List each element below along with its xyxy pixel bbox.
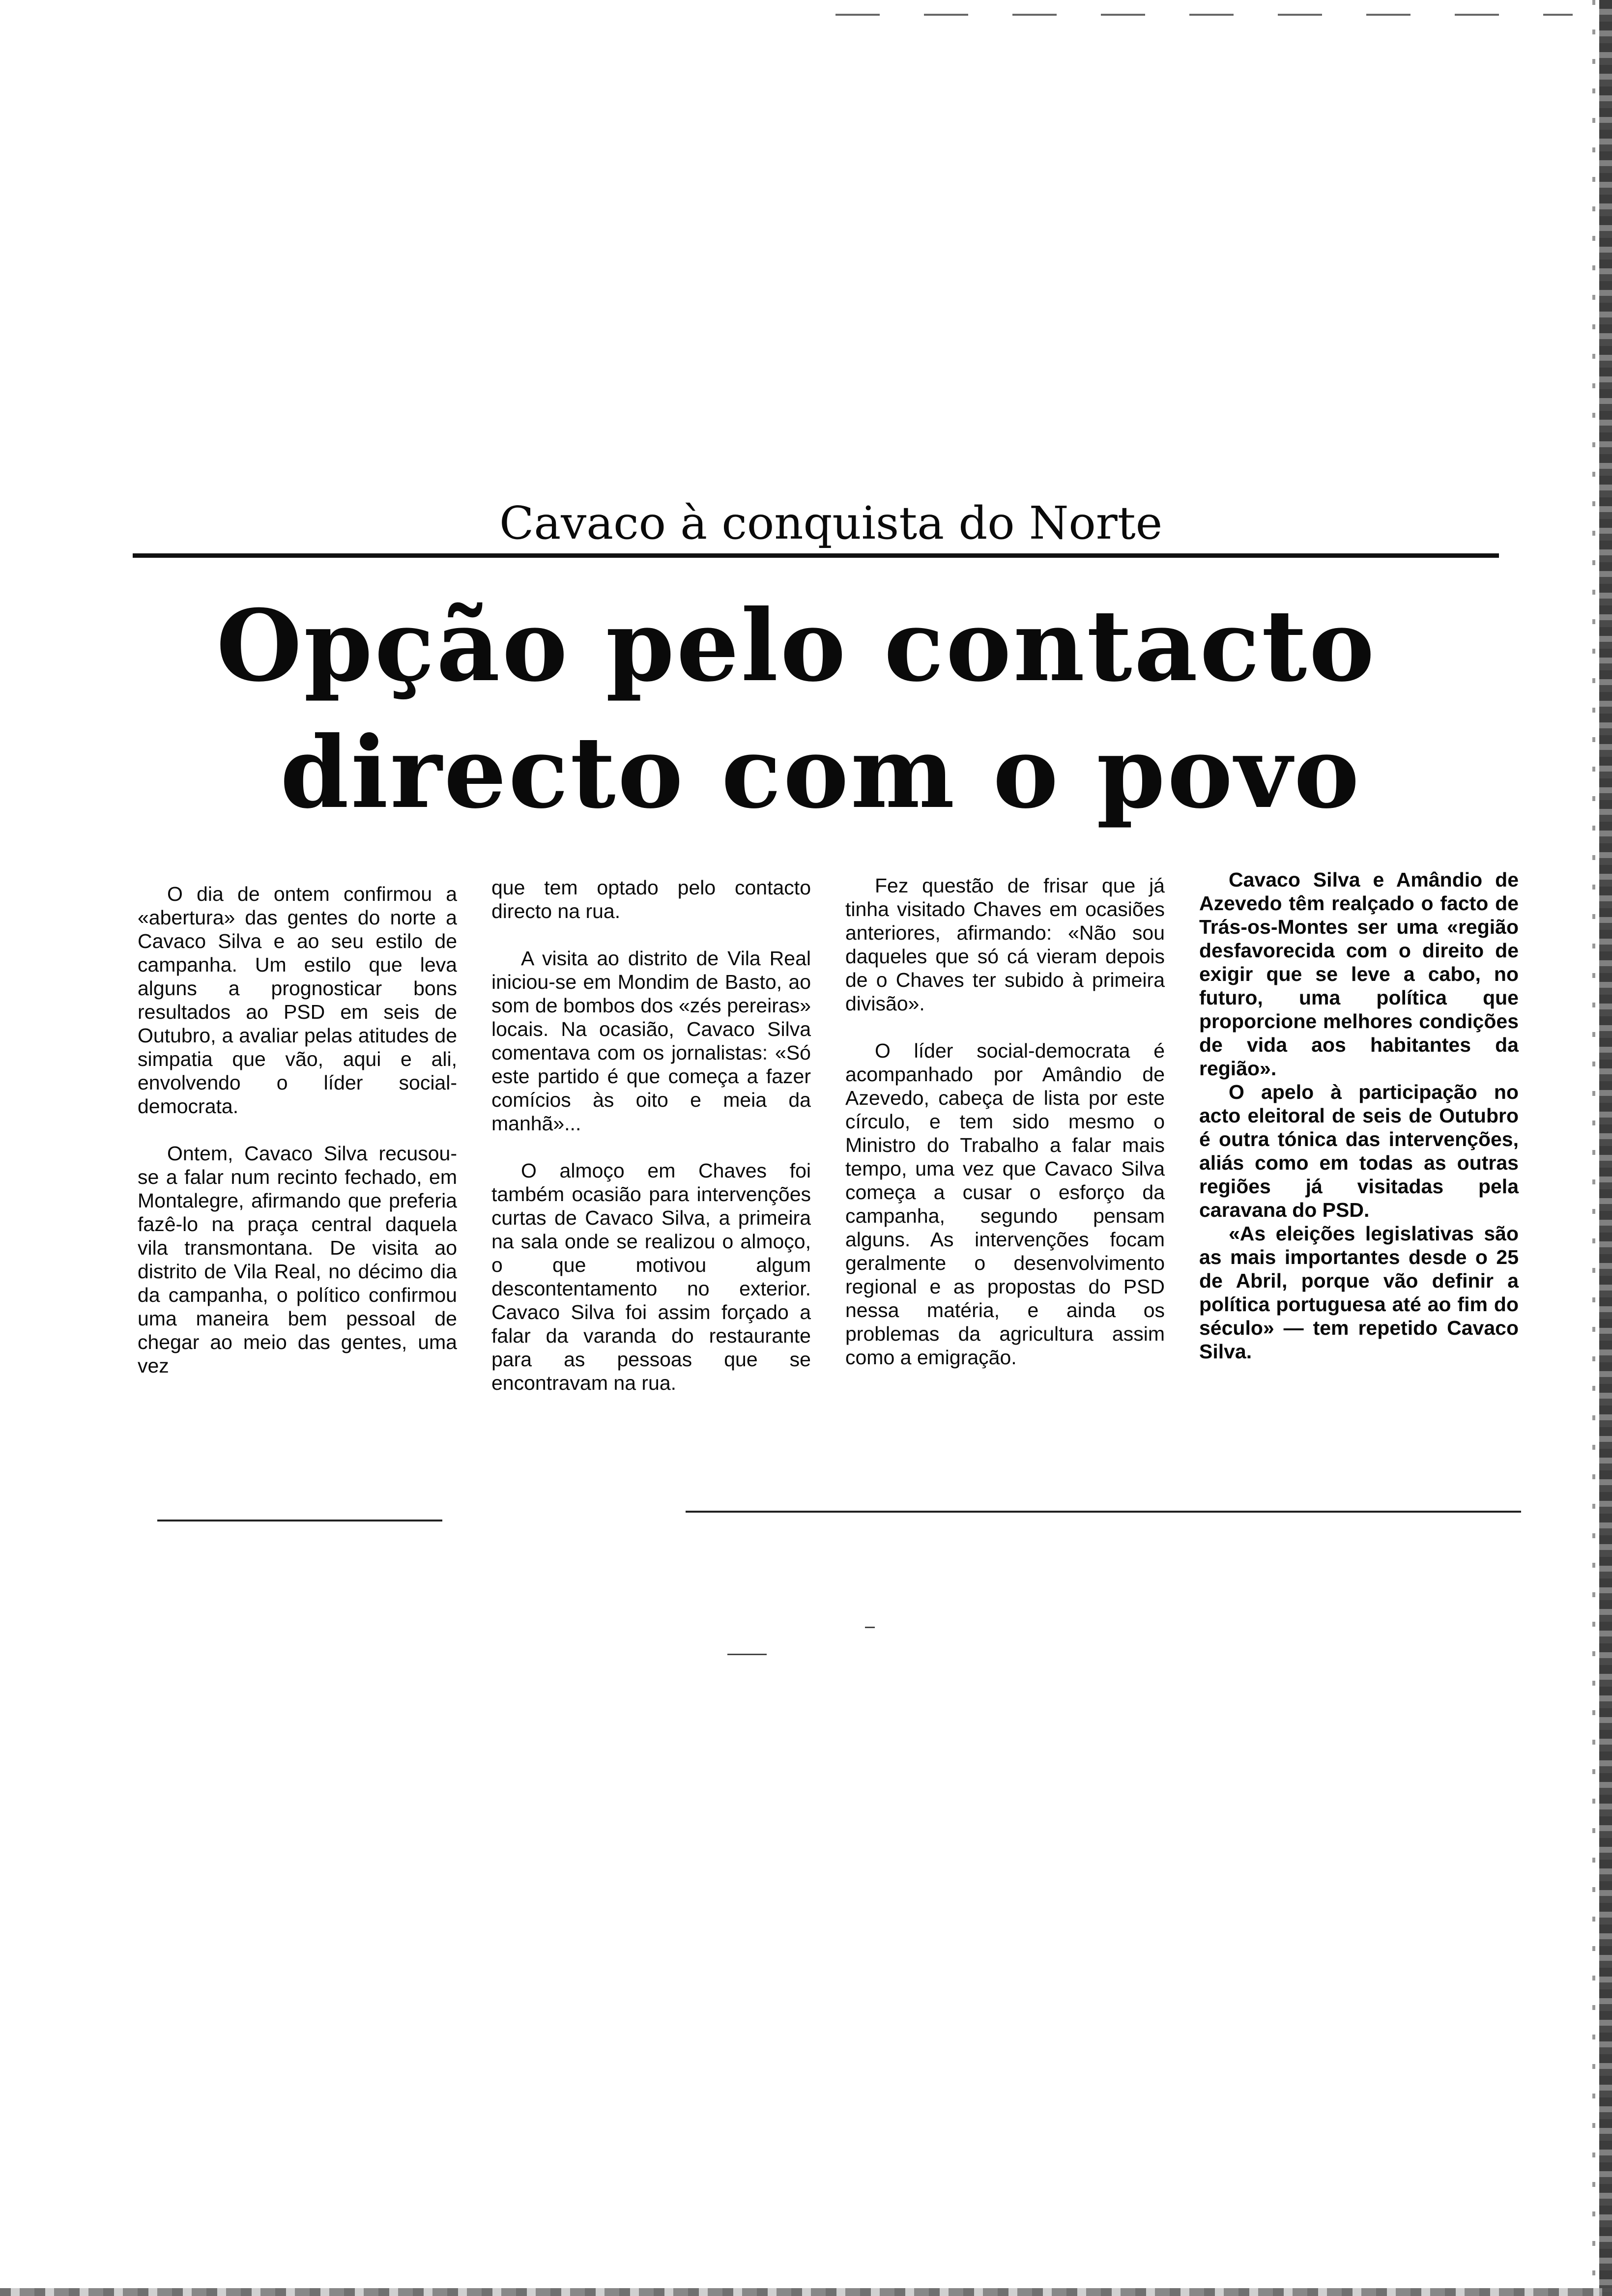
column-4-paragraph-2: O apelo à participação no acto eleitoral de seis de Outubro é outra tónica das intervenções, aliás como em todas as outras regiões já visitadas pela caravana do PSD.: [1199, 1081, 1519, 1221]
column-3-paragraph-2: O líder social-democrata é acompanhado por Amândio de Azevedo, cabeça de lista por este círculo, e tem sido mesmo o Ministro do Trabalho a falar mais tempo, uma vez que Cavaco Silva começa a cusar o esforço da campanha, segundo pensam alguns. As intervenções focam geralmente o desenvolvimento regional e as propostas do PSD nessa matéria, e ainda os problemas da agricultura assim como a emigração.: [845, 1039, 1165, 1369]
column-2-paragraph-3: O almoço em Chaves foi também ocasião para intervenções curtas de Cavaco Silva, a primeira na sala onde se realizou o almoço, o que motivou algum descontentamento no exterior. Cavaco Silva foi assim forçado a falar da varanda do restaurante para as pessoas que se encontravam na rua.: [491, 1159, 811, 1394]
column-2-paragraph-2: A visita ao distrito de Vila Real iniciou-se em Mondim de Basto, ao som de bombos dos «zés pereiras» locais. Na ocasião, Cavaco Silva comentava com os jornalistas: «Só este partido é que começa a fazer comícios às oito e meia da manhã»...: [491, 947, 811, 1135]
scan-edge-bottom: [0, 2288, 1612, 2296]
column-1-paragraph-1: O dia de ontem confirmou a «abertura» das gentes do norte a Cavaco Silva e ao seu estilo de campanha. Um estilo que leva alguns a prognosticar bons resultados ao PSD em seis de Outubro, a avaliar pelas atitudes de simpatia que vão, aqui e ali, envolvendo o líder social-democrata.: [138, 883, 457, 1118]
article-column-2: [491, 876, 811, 1395]
column-4-paragraph-3: «As eleições legislativas são as mais importantes desde o 25 de Abril, porque vão definir a política portuguesa até ao fim do século» — tem repetido Cavaco Silva.: [1199, 1222, 1519, 1363]
headline-line-2: directo com o povo: [280, 715, 1361, 831]
article-kicker: Cavaco à conquista do Norte: [499, 497, 1163, 549]
article-end-rule-right: [686, 1511, 1521, 1513]
article-end-rule-left: [157, 1520, 442, 1521]
scan-top-marks: [835, 14, 1573, 16]
scan-mark: [727, 1654, 767, 1655]
article-column-4: [1199, 868, 1519, 1363]
scan-edge-right: [1599, 0, 1612, 2296]
column-1-paragraph-2: Ontem, Cavaco Silva recusou-se a falar num recinto fechado, em Montalegre, afirmando que preferia fazê-lo na praça central daquela vila transmontana. De visita ao distrito de Vila Real, no décimo dia da campanha, o político confirmou uma maneira bem pessoal de chegar ao meio das gentes, uma vez: [138, 1142, 457, 1377]
scan-mark: [865, 1627, 875, 1628]
kicker-divider: [133, 553, 1499, 558]
scan-edge-right-inner: [1592, 0, 1595, 2296]
column-4-paragraph-1: Cavaco Silva e Amândio de Azevedo têm realçado o facto de Trás-os-Montes ser uma «região desfavorecida com o direito de exigir que se leve a cabo, no futuro, uma política que proporcione melhores condições de vida aos habitantes da região».: [1199, 868, 1519, 1080]
article-column-3: [845, 874, 1165, 1369]
headline-line-1: Opção pelo contacto: [216, 588, 1377, 704]
article-headline: [216, 583, 1494, 836]
article-column-1: [138, 882, 457, 1378]
column-3-paragraph-1: Fez questão de frisar que já tinha visitado Chaves em ocasiões anteriores, afirmando: «Não sou daqueles que só cá vieram depois de o Chaves ter subido à primeira divisão».: [845, 874, 1165, 1015]
column-2-paragraph-1: que tem optado pelo contacto directo na rua.: [491, 876, 811, 922]
